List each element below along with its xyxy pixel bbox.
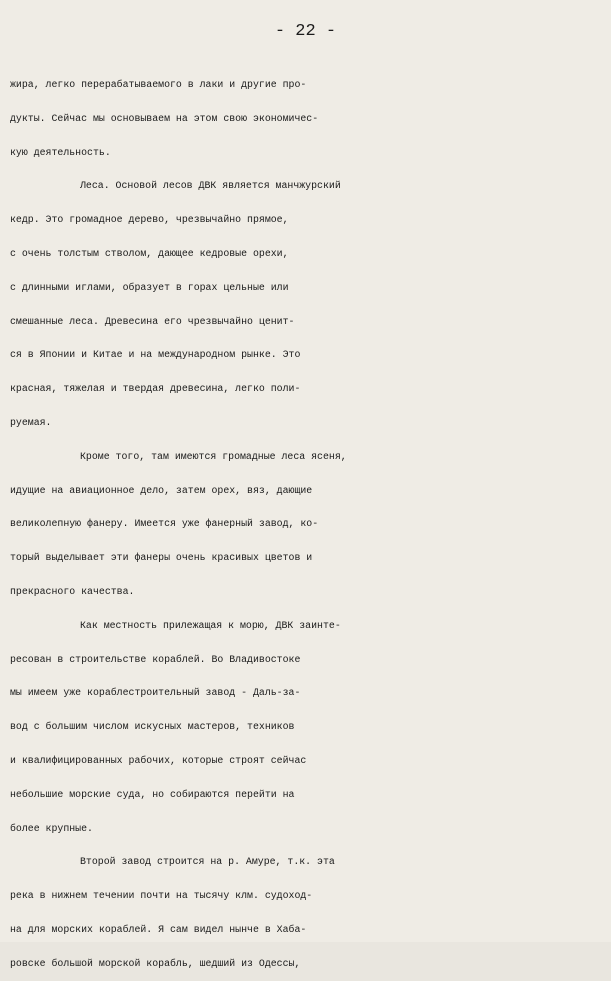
text-line: с длинными иглами, образует в горах цельные или <box>10 281 289 293</box>
text-line: великолепную фанеру. Имеется уже фанерный завод, ко- <box>10 518 319 530</box>
text-line: ся в Японии и Китае и на международном рынке. Это <box>10 349 301 361</box>
text-line: прекрасного качества. <box>10 585 135 597</box>
text-line: ресован в строительстве кораблей. Во Владивостоке <box>10 653 301 665</box>
text-line: руемая. <box>10 416 52 428</box>
text-line: Второй завод строится на р. Амуре, т.к. эта <box>80 856 335 868</box>
text-line: с очень толстым стволом, дающее кедровые орехи, <box>10 247 289 259</box>
text-line: торый выделывает эти фанеры очень красивых цветов и <box>10 552 313 564</box>
text-line: идущие на авиационное дело, затем орех, вяз, дающие <box>10 484 313 496</box>
body-text <box>0 68 611 981</box>
text-line: жира, легко перерабатываемого в лаки и другие про- <box>10 79 307 90</box>
text-line: река в нижнем течении почти на тысячу клм. судоход- <box>10 890 313 902</box>
text-line: кедр. Это громадное дерево, чрезвычайно прямое, <box>10 214 289 226</box>
text-line: смешанные леса. Древесина его чрезвычайно ценит- <box>10 315 295 327</box>
text-line: вод с большим числом искусных мастеров, техников <box>10 721 295 733</box>
text-line: ровске большой морской корабль, шедший из Одессы, <box>10 957 301 969</box>
text-line: красная, тяжелая и твердая древесина, легко поли- <box>10 383 301 395</box>
text-line: Леса. Основой лесов ДВК является манчжурский <box>80 180 341 192</box>
text-line: небольшие морские суда, но собираются перейти на <box>10 788 295 800</box>
text-line: и квалифицированных рабочих, которые строят сейчас <box>10 754 307 766</box>
page-number: - 22 - <box>274 22 337 41</box>
text-line: Как местность прилежащая к морю, ДВК заинте- <box>80 619 341 631</box>
text-line: на для морских кораблей. Я сам видел нынче в Хаба- <box>10 923 307 935</box>
text-line: кую деятельность. <box>10 146 111 158</box>
text-line: дукты. Сейчас мы основываем на этом свою экономичес- <box>10 112 319 124</box>
text-line: Кроме того, там имеются громадные леса ясеня, <box>80 450 347 462</box>
text-line: мы имеем уже кораблестроительный завод - Даль-за- <box>10 687 301 699</box>
text-line: более крупные. <box>10 822 93 834</box>
